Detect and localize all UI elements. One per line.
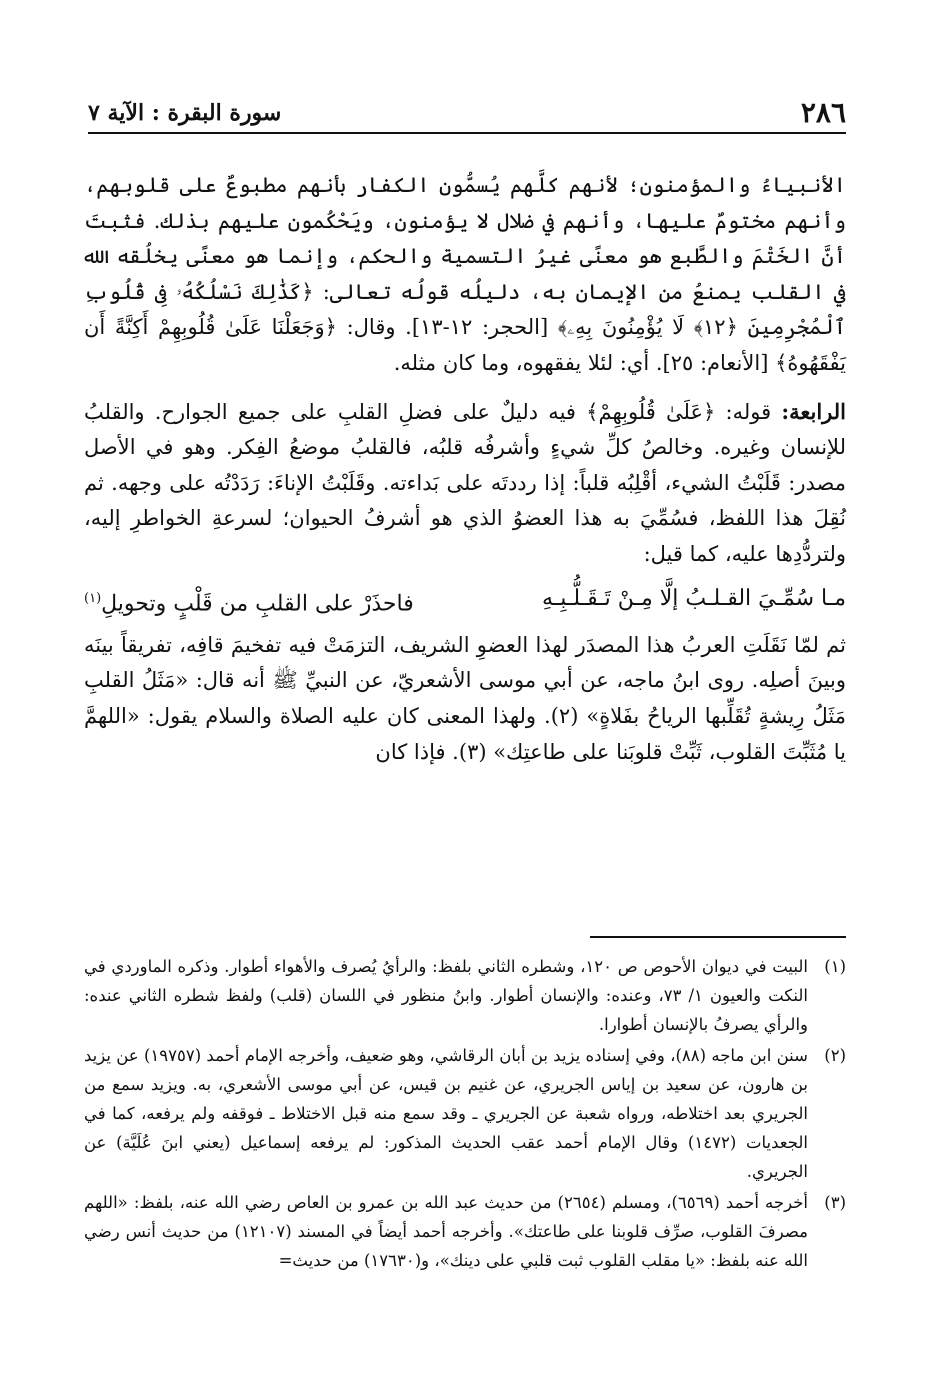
footnote-number: (١): [824, 957, 846, 976]
paragraph-1: الأنبياءُ والمؤمنون؛ لأنهم كلَّهم يُسمُّون الكفار بأنهم مطبوعٌ على قلوبهم، وأنهم مختومٌ عليها، وأنهم في ضلال لا يؤمنون، ويَحْكُمون عليهم بذلك. فثبتَ أنَّ الخَتْمَ والطَّبع هو معنًى غيرُ التسمية والحكم، وإنما هو معنًى يخلُقه الله في القلب يمنعُ من الإيمان به، دليلُه قولُه تعالى: ﴿كَذَٰلِكَ نَسْلُكُهُۥ فِى قُلُوبِ ٱلْمُجْرِمِينَ ﴿١٢﴾ لَا يُؤْمِنُونَ بِهِۦ﴾ [الحجر: ١٢-١٣]. وقال: ﴿وَجَعَلْنَا عَلَىٰ قُلُوبِهِمْ أَكِنَّةً أَن يَفْقَهُوهُ﴾ [الأنعام: ٢٥]. أي: لئلا يفقهوه، وما كان مثله.: [84, 173, 847, 375]
verse-footnote-ref: (١): [84, 590, 102, 606]
verse-first-hemistich: مـا سُمِّـيَ القـلـبُ إلَّا مِـنْ تَـقَـلُّـبِـهِ: [542, 585, 846, 611]
footnote-text: البيت في ديوان الأحوص ص ١٢٠، وشطره الثاني بلفظ: والرأيُ يُصرف والأهواء أطوار. وذكره الماوردي في النكت والعيون ١/ ٧٣، وعنده: والإنسان أطوار. وابنُ منظور في اللسان (قلب) ولفظ شطره الثاني عنده: والرأي يصرفُ بالإنسان أطوارا.: [84, 957, 808, 1034]
paragraph-2-text: قوله: ﴿عَلَىٰ قُلُوبِهِمْ﴾ فيه دليلٌ على فضلِ القلبِ على جميع الجوارح. والقلبُ للإنسان وغيره. وخالصُ كلِّ شيءٍ وأشرفُه قلبُه، فالقلبُ موضعُ الفِكر. وهو في الأصل مصدر: قَلَبْتُ الشيء، أقْلِبُه قلباً: إذا رددتَه على بَداءته. وقَلَبْتُ الإناءَ: رَدَدْتُه على وجهه. ثم نُقِلَ هذا اللفظ، فسُمِّيَ به هذا العضوُ الذي هو أشرفُ الحيوان؛ لسرعةِ الخواطرِ إليه، ولتردُّدِها عليه، كما قيل:: [84, 399, 846, 566]
footnote-item: [84, 1188, 846, 1275]
footnote-text: أخرجه أحمد (٦٥٦٩)، ومسلم (٢٦٥٤) من حديث عبد الله بن عمرو بن العاص رضي الله عنه، بلفظ: «اللهم مصرفَ القلوب، صرِّف قلوبنا على طاعتك». وأخرجه أحمد أيضاً في المسند (١٢١٠٧) من حديث أنس رضي الله عنه بلفظ: «يا مقلب القلوب ثبت قلبي على دينك»، و(١٧٦٣٠) من حديث=: [84, 1193, 808, 1270]
header-divider: [88, 132, 846, 134]
paragraph-2: [84, 394, 846, 573]
footnote-number: (٣): [824, 1193, 846, 1212]
page-number: ٢٨٦: [800, 96, 846, 129]
footnote-number: (٢): [824, 1046, 846, 1065]
footnote-text: سنن ابن ماجه (٨٨)، وفي إسناده يزيد بن أبان الرقاشي، وهو ضعيف، وأخرجه الإمام أحمد (١٩٧٥٧) عن يزيد بن هارون، عن سعيد بن إياس الجريري، عن غنيم بن قيس، عن أبي موسى الأشعري، به. ويزيد سمع من الجريري بعد اختلاطه، ورواه شعبة عن الجريري ـ وقد سمع منه قبل الاختلاط ـ فوقفه ولم يرفعه، كما في الجعديات (١٤٧٢) وقال الإمام أحمد عقب الحديث المذكور: لم يرفعه إسماعيل (يعني ابنَ عُلَيَّة) عن الجريري.: [84, 1046, 808, 1181]
running-header: [88, 92, 846, 132]
main-text: [84, 168, 846, 770]
paragraph-3: ثم لمّا نَقَلَتِ العربُ هذا المصدَر لهذا العضوِ الشريف، التزمَتْ فيه تفخيمَ قافِه، تفريقاً بينَه وبينَ أصلِه. روى ابنُ ماجه، عن أبي موسى الأشعريّ، عن النبيِّ ﷺ أنه قال: «مَثَلُ القلبِ مَثَلُ رِيشةٍ تُقَلِّبها الرياحُ بفَلاةٍ» (٢). ولهذا المعنى كان عليه الصلاة والسلام يقول: «اللهمَّ يا مُثَبِّتَ القلوب، ثَبِّتْ قلوبَنا على طاعتِك» (٣). فإذا كان: [84, 632, 846, 764]
footnotes: [84, 952, 846, 1277]
footnote-divider: [590, 936, 846, 938]
paragraph-2-lead: الرابعة:: [781, 398, 846, 424]
footnote-item: [84, 952, 846, 1039]
footnote-item: [84, 1041, 846, 1186]
header-title: سورة البقرة : الآية ٧: [88, 100, 282, 126]
poetry-verse: [84, 579, 846, 624]
verse-second-hemistich: فاحذَرْ على القلبِ من قَلْبٍ وتحويلِ$^{(١)}$: [84, 590, 414, 616]
